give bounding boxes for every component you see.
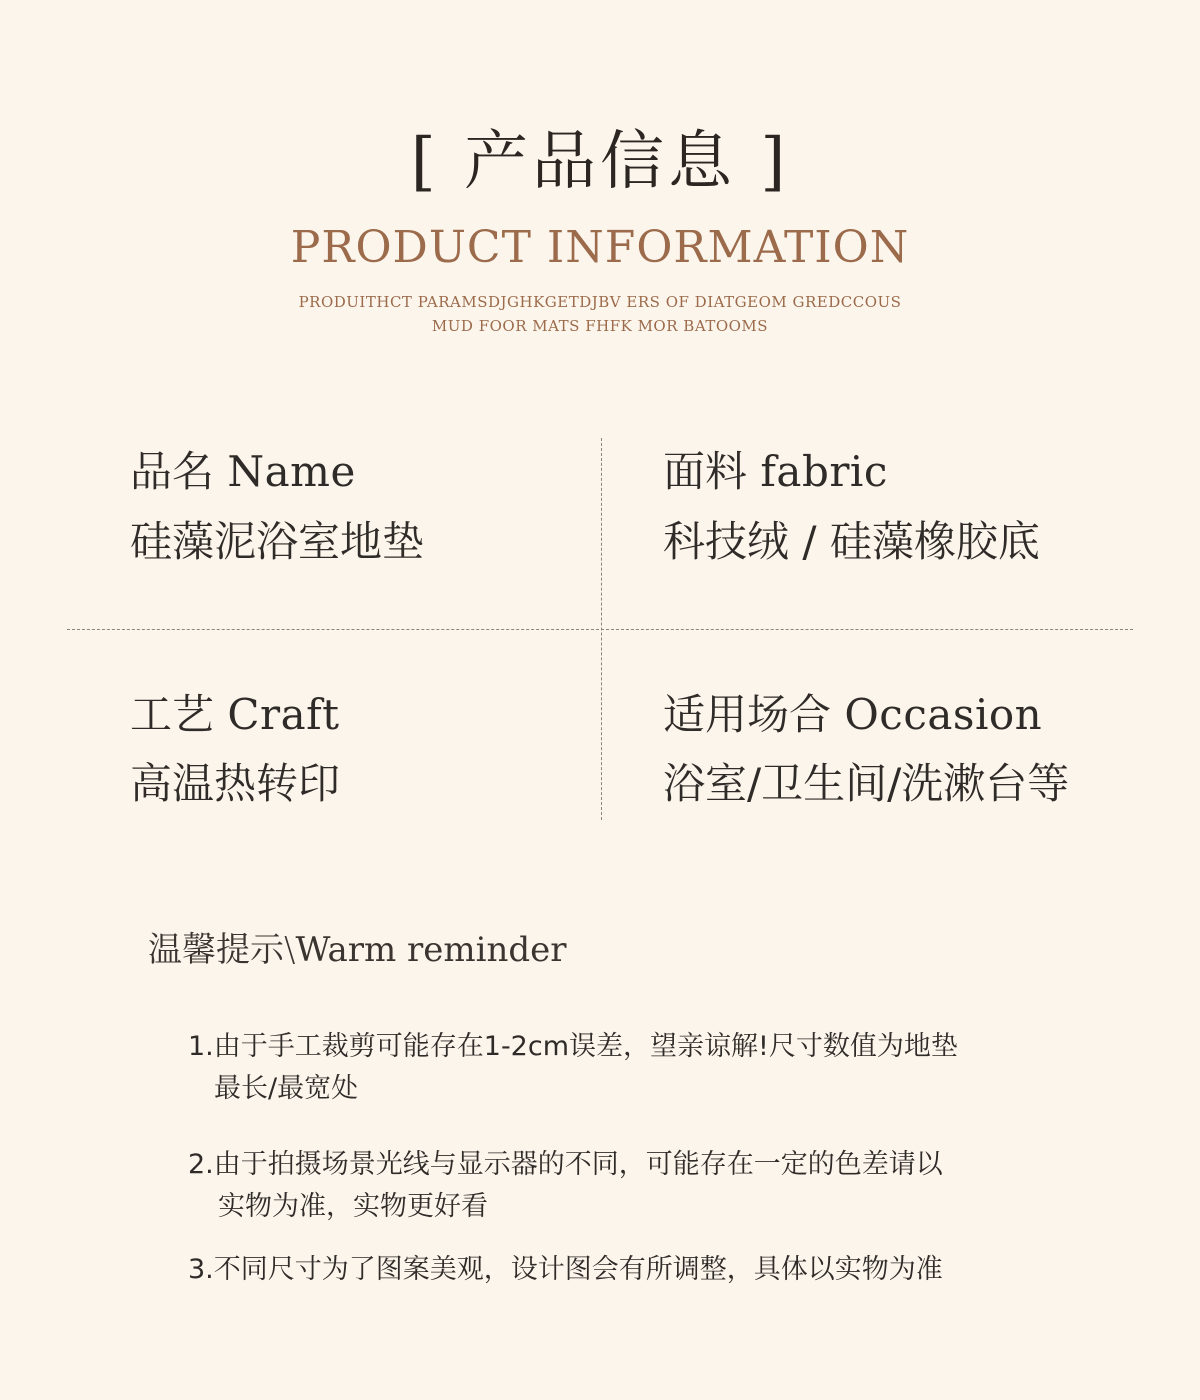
reminder-title-en: Warm reminder	[295, 930, 567, 970]
note-3-line-1: 3.不同尺寸为了图案美观，设计图会有所调整，具体以实物为准	[188, 1254, 943, 1285]
subtitle-line-2: MUD FOOR MATS FHFK MOR BATOOMS	[431, 317, 769, 335]
craft-label-en: Craft	[227, 690, 340, 739]
title-en: PRODUCT INFORMATION	[290, 222, 910, 273]
occasion-label-en: Occasion	[844, 690, 1043, 739]
occasion-label-cn: 适用场合	[663, 690, 832, 739]
occasion-label	[663, 689, 1042, 741]
name-label	[130, 446, 356, 498]
fabric-label-en: fabric	[760, 447, 888, 496]
horizontal-divider	[67, 629, 1133, 630]
craft-label	[130, 689, 340, 741]
title-cn: 产品信息	[464, 125, 736, 199]
fabric-value: 科技绒 / 硅藻橡胶底	[663, 517, 1040, 566]
note-1-line-1: 1.由于手工裁剪可能存在1-2cm误差，望亲谅解!尺寸数值为地垫	[188, 1031, 958, 1062]
page-title	[0, 122, 1200, 202]
note-2-line-1: 2.由于拍摄场景光线与显示器的不同，可能存在一定的色差请以	[188, 1149, 943, 1180]
occasion-value: 浴室/卫生间/洗漱台等	[663, 759, 1070, 808]
fabric-label	[663, 446, 888, 498]
subtitle-line-1: PRODUITHCT PARAMSDJGHKGETDJBV ERS OF DIATGEOM GREDCCOUS	[298, 293, 902, 311]
fabric-label-cn: 面料	[663, 447, 748, 496]
reminder-title	[148, 928, 567, 972]
craft-label-cn: 工艺	[130, 690, 215, 739]
bracket-right: ]	[760, 125, 790, 199]
reminder-title-cn: 温馨提示\	[148, 930, 296, 970]
bracket-left: [	[410, 125, 440, 199]
name-label-cn: 品名	[130, 447, 215, 496]
name-label-en: Name	[227, 447, 356, 496]
name-value: 硅藻泥浴室地垫	[130, 517, 425, 566]
note-2-line-2: 实物为准，实物更好看	[218, 1191, 488, 1222]
note-1-line-2: 最长/最宽处	[214, 1073, 359, 1104]
craft-value: 高温热转印	[130, 759, 341, 808]
